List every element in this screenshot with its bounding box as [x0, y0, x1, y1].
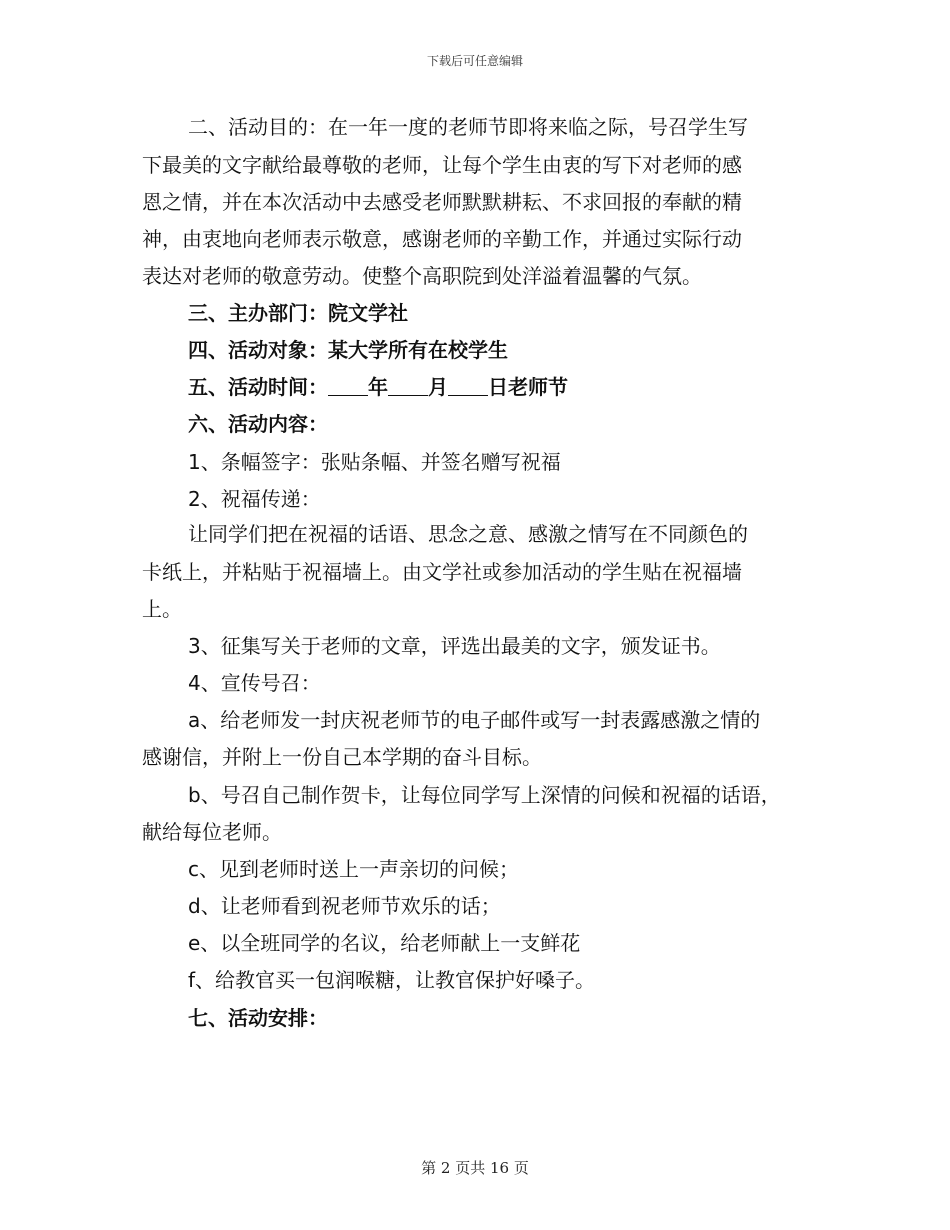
- goal-line-1: 二、活动目的：在一年一度的老师节即将来临之际，号召学生写: [188, 115, 748, 139]
- day-blank: [448, 377, 488, 396]
- content-item-4: 4、宣传号召：: [188, 671, 321, 695]
- time-year: 年: [368, 375, 388, 399]
- goal-line-5: 表达对老师的敬意劳动。使整个高职院到处洋溢着温馨的气氛。: [142, 264, 702, 288]
- item2-detail-line-2: 卡纸上，并粘贴于祝福墙上。由文学社或参加活动的学生贴在祝福墙: [142, 560, 742, 584]
- content-item-2: 2、祝福传递：: [188, 487, 321, 511]
- month-blank: [388, 377, 428, 396]
- item4-e: e、以全班同学的名议，给老师献上一支鲜花: [188, 931, 581, 955]
- item4-b-line-2: 献给每位老师。: [142, 820, 282, 844]
- time-month: 月: [428, 375, 448, 399]
- item2-detail-line-1: 让同学们把在祝福的话语、思念之意、感激之情写在不同颜色的: [188, 522, 748, 546]
- item4-a-line-2: 感谢信，并附上一份自己本学期的奋斗目标。: [142, 745, 542, 769]
- item4-b-line-1: b、号召自己制作贺卡，让每位同学写上深情的问候和祝福的话语，: [188, 783, 781, 807]
- item4-a-line-1: a、给老师发一封庆祝老师节的电子邮件或写一封表露感激之情的: [188, 708, 761, 732]
- organizer-heading: 三、主办部门：院文学社: [188, 301, 408, 325]
- goal-line-2: 下最美的文字献给最尊敬的老师，让每个学生由衷的写下对老师的感: [142, 153, 742, 177]
- content-item-1: 1、条幅签字：张贴条幅、并签名赠写祝福: [188, 450, 561, 474]
- page-footer: 第 2 页共 16 页: [421, 1159, 529, 1177]
- item4-d: d、让老师看到祝老师节欢乐的话；: [188, 894, 501, 918]
- time-suffix: 日老师节: [488, 375, 568, 399]
- item4-c: c、见到老师时送上一声亲切的问候；: [188, 857, 519, 881]
- time-heading: [188, 375, 868, 399]
- year-blank: [328, 377, 368, 396]
- time-prefix: 五、活动时间：: [188, 375, 328, 399]
- item4-f: f、给教官买一包润喉糖，让教官保护好嗓子。: [188, 968, 596, 992]
- goal-line-4: 神，由衷地向老师表示敬意，感谢老师的辛勤工作，并通过实际行动: [142, 227, 742, 251]
- goal-line-3: 恩之情，并在本次活动中去感受老师默默耕耘、不求回报的奉献的精: [142, 190, 742, 214]
- page-header: 下载后可任意编辑: [426, 54, 523, 68]
- content-heading: 六、活动内容：: [188, 412, 328, 436]
- content-item-3: 3、征集写关于老师的文章，评选出最美的文字，颁发证书。: [188, 634, 721, 658]
- audience-heading: 四、活动对象：某大学所有在校学生: [188, 338, 508, 362]
- item2-detail-line-3: 上。: [142, 597, 182, 621]
- arrangement-heading: 七、活动安排：: [188, 1006, 328, 1030]
